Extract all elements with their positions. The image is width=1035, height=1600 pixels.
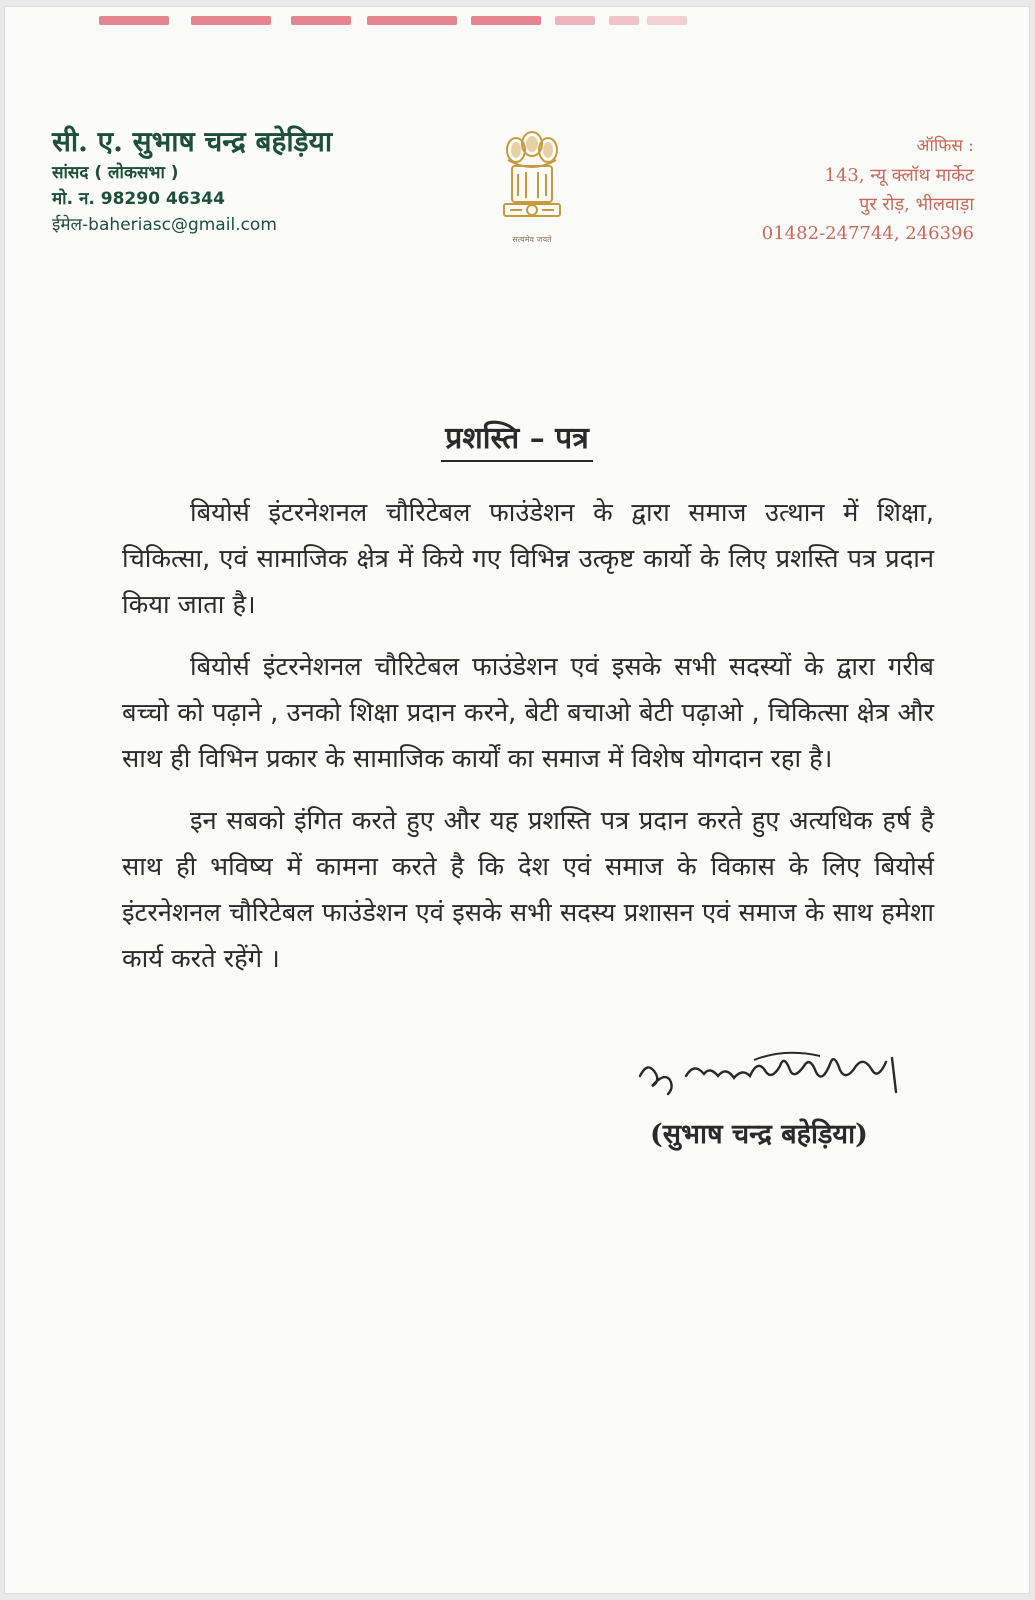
- document-body: [122, 490, 934, 998]
- body-paragraph-2: बियोर्स इंटरनेशनल चौरिटेबल फाउंडेशन एवं इसके सभी सदस्यों के द्वारा गरीब बच्चो को पढ़ाने , उनको शिक्षा प्रदान करने, बेटी बचाओ बेटी पढ़ाओ , चिकित्सा क्षेत्र और साथ ही विभिन प्रकार के सामाजिक कार्यों का समाज में विशेष योगदान रहा है।: [122, 652, 934, 774]
- body-paragraph-3: इन सबको इंगित करते हुए और यह प्रशस्ति पत्र प्रदान करते हुए अत्यधिक हर्ष है साथ ही भविष्य में कामना करते है कि देश एवं समाज के विकास के लिए बियोर्स इंटरनेशनल चौरिटेबल फाउंडेशन एवं इसके सभी सदस्य प्रशासन एवं समाज के साथ हमेशा कार्य करते रहेंगे ।: [122, 806, 934, 974]
- office-phone: 01482-247744, 246396: [761, 223, 974, 244]
- office-address-line-2: पुर रोड़, भीलवाड़ा: [859, 194, 974, 215]
- document-title-text: प्रशस्ति – पत्र: [441, 421, 593, 462]
- letterhead-office-block: [762, 132, 974, 248]
- letterhead-sender-block: [52, 124, 332, 238]
- sender-designation: सांसद ( लोकसभा ): [52, 163, 179, 183]
- body-paragraph-1: बियोर्स इंटरनेशनल चौरिटेबल फाउंडेशन के द्वारा समाज उत्थान में शिक्षा, चिकित्सा, एवं सामाजिक क्षेत्र में किये गए विभिन्न उत्कृष्ट कार्यो के लिए प्रशस्ति पत्र प्रदान किया जाता है।: [122, 498, 934, 620]
- letter-sheet: [4, 6, 1030, 1594]
- emblem-caption: सत्यमेव जयते: [512, 235, 552, 244]
- sender-mobile: मो. न. 98290 46344: [52, 189, 225, 209]
- sender-name: सी. ए. सुभाष चन्द्र बहेड़िया: [52, 125, 333, 158]
- letterhead-top-stripe: [99, 16, 699, 26]
- office-address-line-1: 143, न्यू क्लॉथ मार्केट: [824, 165, 974, 186]
- office-label: ऑफिस :: [916, 136, 974, 156]
- state-emblem-icon: [496, 126, 568, 250]
- document-title: [4, 416, 1030, 457]
- handwritten-signature: [634, 1036, 914, 1100]
- signer-name: (सुभाष चन्द्र बहेड़िया): [650, 1119, 868, 1150]
- sender-email: ईमेल-baheriasc@gmail.com: [52, 215, 277, 235]
